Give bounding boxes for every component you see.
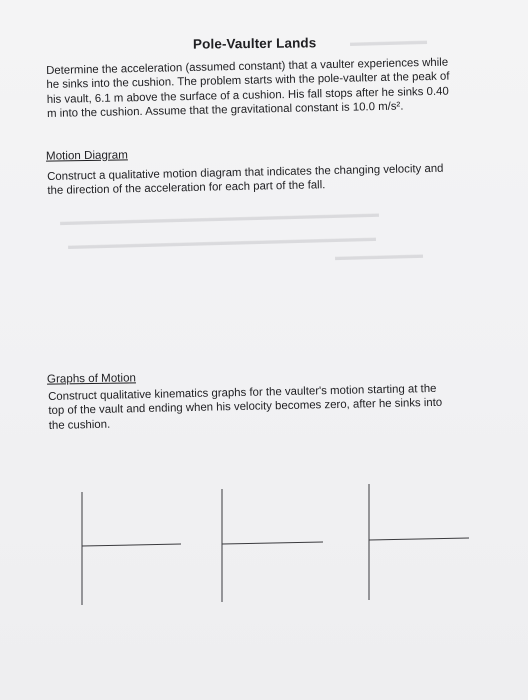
problem-line: m into the cushion. Assume that the gravitational constant is 10.0 m/s². bbox=[46, 100, 404, 121]
instruction-line: Construct qualitative kinematics graphs for the vaulter's motion starting at the bbox=[48, 382, 437, 403]
instruction-line: the direction of the acceleration for each part of the fall. bbox=[47, 179, 326, 198]
page-title: Pole-Vaulter Lands bbox=[192, 35, 317, 52]
graph-axes-1 bbox=[82, 492, 181, 605]
problem-line: he sinks into the cushion. The problem starts with the pole-vaulter at the peak of bbox=[46, 70, 450, 92]
graph-2-horizontal-axis bbox=[222, 542, 323, 544]
bleed-through-text: ▬▬▬▬▬▬▬▬ bbox=[334, 248, 424, 264]
bleed-through-text: ▬▬▬▬▬▬▬ bbox=[349, 34, 428, 50]
graph-1-horizontal-axis bbox=[82, 544, 181, 546]
instruction-line: the cushion. bbox=[48, 418, 111, 432]
graph-3-horizontal-axis bbox=[369, 538, 469, 540]
bleed-through-text: ▬▬▬▬▬▬▬▬▬▬▬▬▬▬▬▬▬▬▬▬▬▬▬▬▬▬▬▬▬ bbox=[59, 207, 380, 229]
graph-axes-3 bbox=[369, 484, 469, 600]
graphs-of-motion-heading: Graphs of Motion bbox=[46, 371, 137, 386]
instruction-line: Construct a qualitative motion diagram that indicates the changing velocity and bbox=[47, 162, 444, 183]
instruction-line: top of the vault and ending when his velocity becomes zero, after he sinks into bbox=[48, 397, 443, 418]
motion-diagram-heading: Motion Diagram bbox=[45, 148, 128, 163]
problem-line: his vault, 6.1 m above the surface of a cushion. His fall stops after he sinks 0.40 bbox=[46, 85, 449, 106]
graph-axes-2 bbox=[222, 489, 323, 602]
bleed-through-text: ▬▬▬▬▬▬▬▬▬▬▬▬▬▬▬▬▬▬▬▬▬▬▬▬▬▬▬▬ bbox=[67, 231, 377, 253]
problem-line: Determine the acceleration (assumed constant) that a vaulter experiences while bbox=[46, 56, 449, 77]
